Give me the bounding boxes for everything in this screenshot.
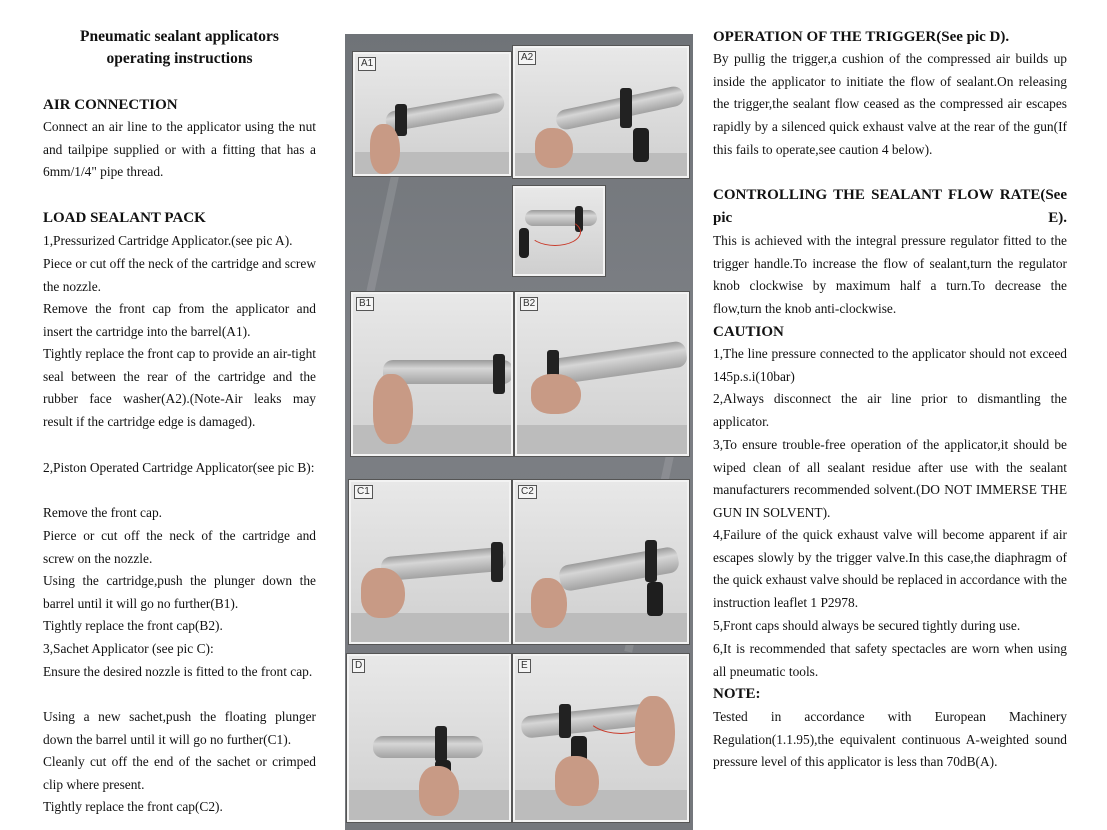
load-step-12: Using a new sachet,push the floating plunger down the barrel until it will go no further(C1).	[43, 709, 316, 747]
load-step-6: Remove the front cap.	[43, 505, 162, 520]
photo-a2	[513, 46, 689, 178]
load-step-9: Tightly replace the front cap(B2).	[43, 618, 223, 633]
caution-heading: CAUTION	[713, 324, 784, 340]
photo-label: B1	[356, 297, 374, 311]
load-step-4: Tightly replace the front cap to provide an air-tight seal between the rear of the cartridge and the rubber face washer(A2).(Note-Air leaks may result if the cartridge edge is damaged).	[43, 346, 316, 430]
photo-c2	[513, 480, 689, 644]
photo-a2-detail	[513, 186, 605, 276]
caution-1: 1,The line pressure connected to the applicator should not exceed 145p.s.i(10bar)	[713, 346, 1067, 384]
load-step-11: Ensure the desired nozzle is fitted to the front cap.	[43, 664, 313, 679]
instruction-photos	[345, 34, 693, 830]
photo-label: E	[518, 659, 531, 673]
photo-label: C1	[354, 485, 373, 499]
load-step-2: Piece or cut off the neck of the cartridge and screw the nozzle.	[43, 256, 316, 294]
air-connection-heading: AIR CONNECTION	[43, 97, 178, 113]
caution-6: 6,It is recommended that safety spectacles are worn when using all pneumatic tools.	[713, 641, 1067, 679]
photo-label: D	[352, 659, 365, 673]
flow-text: This is achieved with the integral pressure regulator fitted to the trigger handle.To increase the flow of sealant,turn the regulator knob clockwise by maximum half a turn.To decrease the flow,turn the knob anti-clockwise.	[713, 233, 1067, 317]
photo-label: A1	[358, 57, 376, 71]
photo-e	[513, 654, 689, 822]
load-step-13: Cleanly cut off the end of the sachet or crimped clip where present.	[43, 754, 316, 792]
note-heading: NOTE:	[713, 686, 761, 702]
caution-2: 2,Always disconnect the air line prior to dismantling the applicator.	[713, 391, 1067, 429]
title-line-1: Pneumatic sealant applicators	[80, 28, 279, 45]
photo-label: C2	[518, 485, 537, 499]
trigger-text: By pullig the trigger,a cushion of the compressed air builds up inside the applicator to initiate the flow of sealant.On releasing the trigger,the sealant flow ceased as the compressed air escapes rapidly by a silenced quick exhaust valve at the rear of the gun(If this fails to operate,see caution 4 below).	[713, 51, 1067, 157]
load-step-7: Pierce or cut off the neck of the cartridge and screw on the nozzle.	[43, 528, 316, 566]
load-step-10: 3,Sachet Applicator (see pic C):	[43, 641, 214, 656]
photo-b2	[515, 292, 689, 456]
air-connection-text: Connect an air line to the applicator using the nut and tailpipe supplied or with a fitting that has a 6mm/1/4" pipe thread.	[43, 119, 316, 180]
flow-heading: CONTROLLING THE SEALANT FLOW RATE(See pic E).	[713, 187, 1067, 226]
photo-c1	[349, 480, 511, 644]
caution-5: 5,Front caps should always be secured tightly during use.	[713, 618, 1021, 633]
load-step-5: 2,Piston Operated Cartridge Applicator(see pic B):	[43, 460, 315, 475]
photo-label: A2	[518, 51, 536, 65]
photo-b1	[351, 292, 513, 456]
load-step-8: Using the cartridge,push the plunger down the barrel until it will go no further(B1).	[43, 573, 316, 611]
title-line-2: operating instructions	[106, 50, 253, 67]
photo-d	[347, 654, 511, 822]
document-title	[43, 26, 316, 70]
note-text: Tested in accordance with European Machinery Regulation(1.1.95),the equivalent continuous A-weighted sound pressure level of this applicator is less than 70dB(A).	[713, 709, 1067, 770]
load-sealant-heading: LOAD SEALANT PACK	[43, 210, 206, 226]
photo-label: B2	[520, 297, 538, 311]
photo-a1	[353, 52, 511, 176]
load-step-1: 1,Pressurized Cartridge Applicator.(see pic A).	[43, 233, 293, 248]
caution-3: 3,To ensure trouble-free operation of the applicator,it should be wiped clean of all sealant residue after use with the sealant manufacturers recommended solvent.(DO NOT IMMERSE THE GUN IN SOLVENT).	[713, 437, 1067, 521]
trigger-heading: OPERATION OF THE TRIGGER(See pic D).	[713, 29, 1010, 45]
load-step-3: Remove the front cap from the applicator and insert the cartridge into the barrel(A1).	[43, 301, 316, 339]
load-step-14: Tightly replace the front cap(C2).	[43, 799, 223, 814]
caution-4: 4,Failure of the quick exhaust valve will become apparent if air escapes slowly by the trigger valve.In this case,the diaphragm of the quick exhaust valve should be replaced in accordance with the instruction leaflet 1 P2978.	[713, 527, 1067, 611]
